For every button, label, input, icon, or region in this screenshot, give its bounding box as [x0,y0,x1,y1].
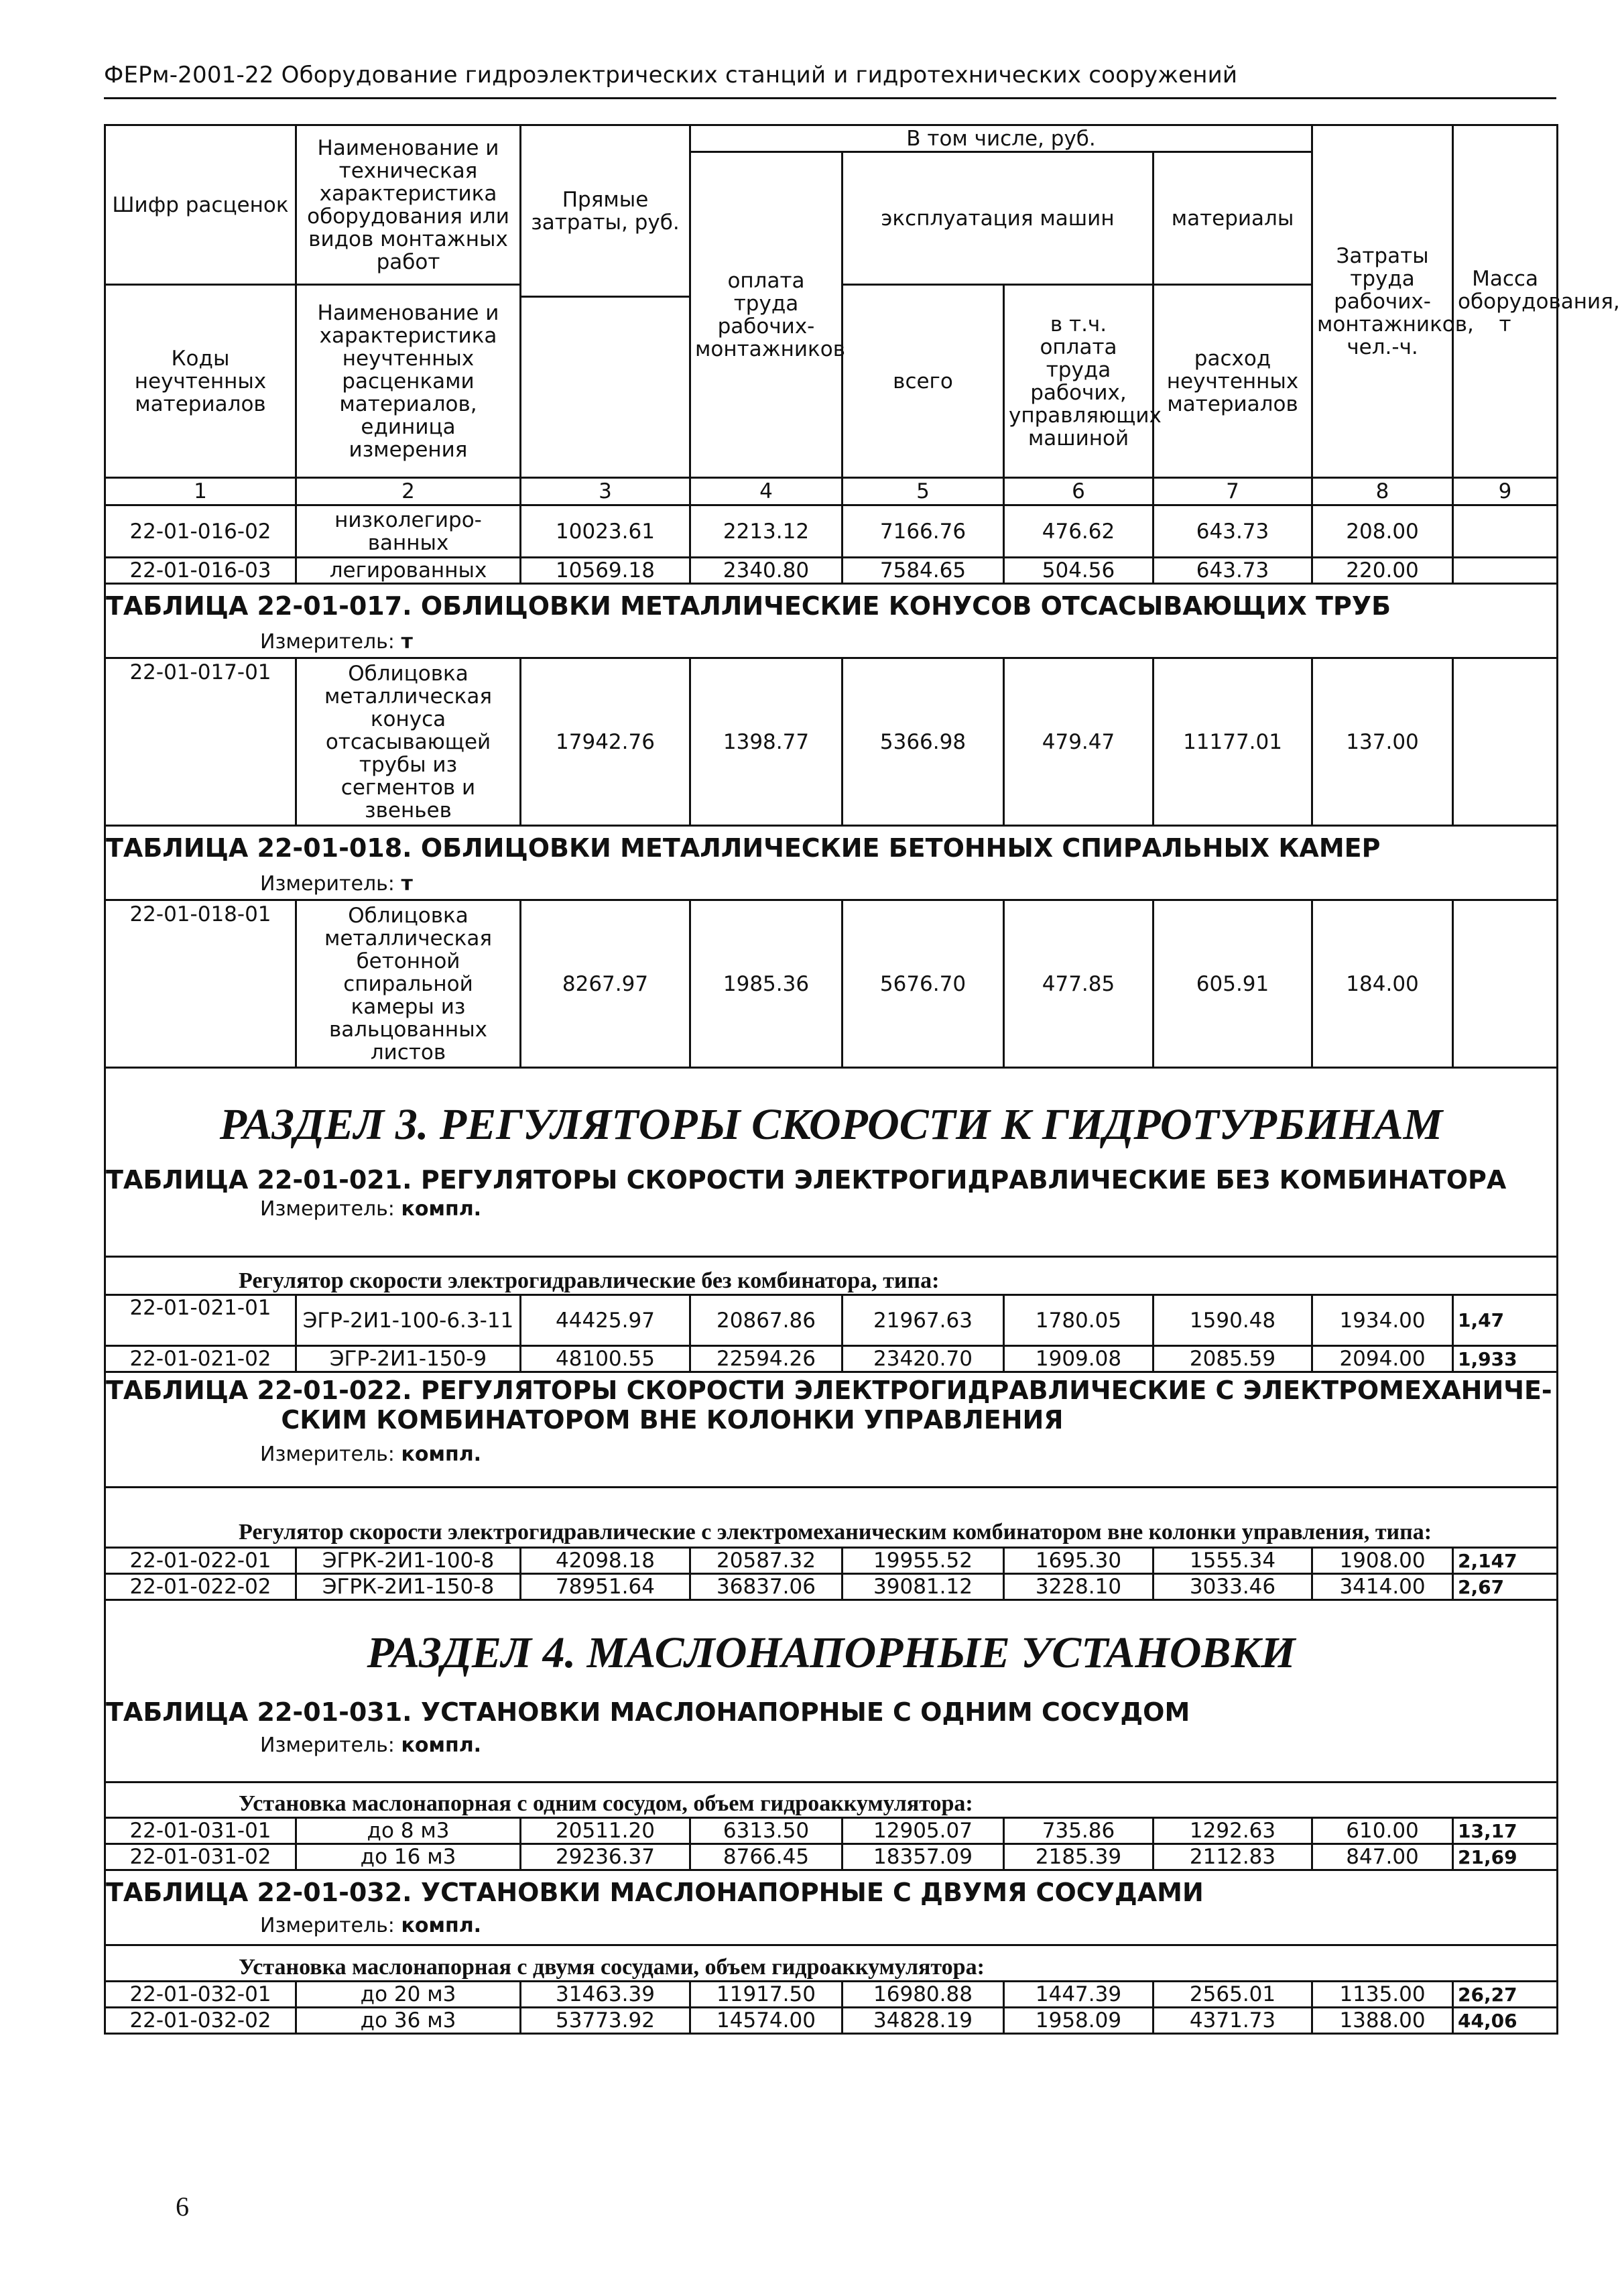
table-032-header [105,1870,1558,1945]
row-labor: 220.00 [1312,558,1453,584]
row-mass: 1,933 [1453,1346,1558,1372]
table-row [105,1295,1558,1346]
col-number: 3 [521,478,690,505]
row-code: 22-01-022-01 [105,1548,296,1574]
row-machines-wage: 504.56 [1004,558,1154,584]
row-machines: 12905.07 [843,1818,1004,1844]
row-mass [1453,900,1558,1068]
row-wage: 11917.50 [690,1982,843,2008]
table-021-title: ТАБЛИЦА 22-01-021. РЕГУЛЯТОРЫ СКОРОСТИ ЭЛЕКТРОГИДРАВЛИЧЕСКИЕ БЕЗ КОМБИНАТОРА [106,1165,1507,1195]
row-machines: 18357.09 [843,1844,1004,1870]
row-direct: 42098.18 [521,1548,690,1574]
row-direct: 29236.37 [521,1844,690,1870]
col-number: 9 [1453,478,1558,505]
row-machines: 21967.63 [843,1295,1004,1346]
row-machines-wage: 1447.39 [1004,1982,1154,2008]
col-materials-header: материалы [1154,152,1312,285]
col-machines-wage-header: в т.ч. оплата труда рабочих, управляющих машиной [1004,285,1154,478]
col-number: 2 [296,478,521,505]
table-row [105,1548,1558,1574]
row-code: 22-01-018-01 [105,900,296,1068]
table-022-title: ТАБЛИЦА 22-01-022. РЕГУЛЯТОРЫ СКОРОСТИ ЭЛЕКТРОГИДРАВЛИЧЕСКИЕ С ЭЛЕКТРОМЕХАНИЧЕ- [106,1376,1552,1405]
row-code: 22-01-022-02 [105,1574,296,1600]
row-name: ЭГРК-2И1-150-8 [296,1574,521,1600]
row-mass [1453,658,1558,826]
row-labor: 1908.00 [1312,1548,1453,1574]
row-code: 22-01-017-01 [105,658,296,826]
table-031-title: ТАБЛИЦА 22-01-031. УСТАНОВКИ МАСЛОНАПОРНЫЕ С ОДНИМ СОСУДОМ [106,1697,1190,1727]
row-name: ЭГРК-2И1-100-8 [296,1548,521,1574]
col-materials-sub-header: расход неучтенных материалов [1154,285,1312,478]
table-031-group [105,1783,1558,1818]
measure-unit: компл. [401,1197,482,1221]
row-name: Облицовка металлическая конуса отсасывающей трубы из сегментов и звеньев [296,658,521,826]
row-labor: 1388.00 [1312,2008,1453,2034]
row-labor: 137.00 [1312,658,1453,826]
row-code: 22-01-021-01 [105,1295,296,1346]
row-labor: 847.00 [1312,1844,1453,1870]
row-code: 22-01-016-02 [105,505,296,558]
col-machines-header: эксплуатация машин [843,152,1154,285]
col-code-header: Шифр расценок [105,125,296,285]
col-direct-header: Прямые затраты, руб. [521,125,690,297]
measure-unit: компл. [401,1914,482,1937]
row-mass: 44,06 [1453,2008,1558,2034]
row-materials: 11177.01 [1154,658,1312,826]
row-machines: 34828.19 [843,2008,1004,2034]
table-row [105,1982,1558,2008]
row-direct: 78951.64 [521,1574,690,1600]
table-018-measure [106,872,1556,896]
measure-label: Измеритель: [260,1197,395,1221]
row-direct: 10023.61 [521,505,690,558]
row-machines: 16980.88 [843,1982,1004,2008]
row-mass [1453,558,1558,584]
row-mass: 26,27 [1453,1982,1558,2008]
measure-unit: т [401,872,413,896]
measure-label: Измеритель: [260,1914,395,1937]
section-3-header [105,1068,1558,1257]
row-machines: 7584.65 [843,558,1004,584]
row-name: ЭГР-2И1-100-6.3-11 [296,1295,521,1346]
table-022-measure [106,1443,1556,1466]
table-row [105,1818,1558,1844]
row-mass: 1,47 [1453,1295,1558,1346]
row-mass: 13,17 [1453,1818,1558,1844]
row-name: ЭГР-2И1-150-9 [296,1346,521,1372]
row-machines: 39081.12 [843,1574,1004,1600]
measure-label: Измеритель: [260,630,395,654]
row-machines-wage: 479.47 [1004,658,1154,826]
row-name: до 16 м3 [296,1844,521,1870]
col-number-row [105,478,1558,505]
col-machines-total-header: всего [843,285,1004,478]
col-mass-header: Масса оборудования, т [1453,125,1558,478]
row-name: до 20 м3 [296,1982,521,2008]
row-labor: 610.00 [1312,1818,1453,1844]
row-wage: 6313.50 [690,1818,843,1844]
row-code: 22-01-031-01 [105,1818,296,1844]
row-wage: 2213.12 [690,505,843,558]
table-017-band [105,584,1558,658]
row-materials: 605.91 [1154,900,1312,1068]
table-022-band [105,1372,1558,1488]
row-name: до 36 м3 [296,2008,521,2034]
table-row [105,1574,1558,1600]
row-direct: 17942.76 [521,658,690,826]
section-4-header [105,1600,1558,1783]
group-band [105,1783,1558,1818]
row-direct: 10569.18 [521,558,690,584]
measure-unit: т [401,630,413,654]
section-3-title: РАЗДЕЛ 3. РЕГУЛЯТОРЫ СКОРОСТИ К ГИДРОТУРБИНАМ [219,1100,1443,1149]
row-wage: 1985.36 [690,900,843,1068]
table-row [105,1844,1558,1870]
row-labor: 3414.00 [1312,1574,1453,1600]
row-machines-wage: 1695.30 [1004,1548,1154,1574]
table-032-band [105,1870,1558,1945]
col-labor-header: Затраты труда рабочих-монтажников, чел.-ч. [1312,125,1453,478]
row-direct: 20511.20 [521,1818,690,1844]
row-mass [1453,505,1558,558]
row-labor: 1135.00 [1312,1982,1453,2008]
table-row [105,1346,1558,1372]
row-wage: 22594.26 [690,1346,843,1372]
section-3-band [105,1068,1558,1257]
page-header: ФЕРм-2001-22 Оборудование гидроэлектрических станций и гидротехнических сооружений [104,62,1238,88]
row-wage: 1398.77 [690,658,843,826]
row-wage: 36837.06 [690,1574,843,1600]
row-machines-wage: 1909.08 [1004,1346,1154,1372]
row-direct: 31463.39 [521,1982,690,2008]
col-matname-header: Наименование и характеристика неучтенных расценками материалов, единица измерения [296,285,521,478]
row-materials: 643.73 [1154,505,1312,558]
row-materials: 4371.73 [1154,2008,1312,2034]
row-direct: 48100.55 [521,1346,690,1372]
table-021-group [105,1257,1558,1295]
col-number: 8 [1312,478,1453,505]
row-code: 22-01-031-02 [105,1844,296,1870]
table-032-measure [106,1914,1556,1937]
row-machines-wage: 476.62 [1004,505,1154,558]
row-name: легированных [296,558,521,584]
row-machines-wage: 477.85 [1004,900,1154,1068]
row-labor: 1934.00 [1312,1295,1453,1346]
col-direct-blank [521,297,690,478]
table-017-measure [106,630,1556,654]
page-number: 6 [176,2191,189,2222]
row-machines: 7166.76 [843,505,1004,558]
table-022-header [105,1372,1558,1488]
row-materials: 2112.83 [1154,1844,1312,1870]
row-wage: 8766.45 [690,1844,843,1870]
table-032-group [105,1945,1558,1982]
row-wage: 20587.32 [690,1548,843,1574]
table-row [105,2008,1558,2034]
section-4-title: РАЗДЕЛ 4. МАСЛОНАПОРНЫЕ УСТАНОВКИ [367,1628,1296,1677]
row-materials: 1555.34 [1154,1548,1312,1574]
row-name: низколегиро-ванных [296,505,521,558]
table-018-band [105,826,1558,900]
col-number: 1 [105,478,296,505]
row-labor: 184.00 [1312,900,1453,1068]
row-materials: 3033.46 [1154,1574,1312,1600]
row-wage: 14574.00 [690,2008,843,2034]
table-031-measure [106,1734,1556,1757]
col-incl-header: В том числе, руб. [690,125,1312,152]
row-wage: 2340.80 [690,558,843,584]
table-row [105,505,1558,558]
col-number: 5 [843,478,1004,505]
table-022-group [105,1488,1558,1548]
row-labor: 2094.00 [1312,1346,1453,1372]
row-direct: 44425.97 [521,1295,690,1346]
row-materials: 2565.01 [1154,1982,1312,2008]
header-row-1 [105,125,1558,152]
row-name: Облицовка металлическая бетонной спиральной камеры из вальцованных листов [296,900,521,1068]
row-code: 22-01-016-03 [105,558,296,584]
table-row [105,658,1558,826]
table-row [105,558,1558,584]
row-name: до 8 м3 [296,1818,521,1844]
row-wage: 20867.86 [690,1295,843,1346]
row-materials: 643.73 [1154,558,1312,584]
table-032-title: ТАБЛИЦА 22-01-032. УСТАНОВКИ МАСЛОНАПОРНЫЕ С ДВУМЯ СОСУДАМИ [106,1878,1204,1907]
row-machines-wage: 735.86 [1004,1818,1154,1844]
row-machines: 23420.70 [843,1346,1004,1372]
row-code: 22-01-032-02 [105,2008,296,2034]
row-materials: 1292.63 [1154,1818,1312,1844]
row-labor: 208.00 [1312,505,1453,558]
price-table [104,124,1620,2035]
col-wage-header: оплата труда рабочих-монтажников [690,152,843,478]
row-materials: 1590.48 [1154,1295,1312,1346]
header-rule [104,97,1556,99]
measure-unit: компл. [401,1734,482,1757]
row-machines-wage: 1958.09 [1004,2008,1154,2034]
row-code: 22-01-032-01 [105,1982,296,2008]
table-017-title: ТАБЛИЦА 22-01-017. ОБЛИЦОВКИ МЕТАЛЛИЧЕСКИЕ КОНУСОВ ОТСАСЫВАЮЩИХ ТРУБ [106,591,1391,621]
group-title: Установка маслонапорная с одним сосудом, объем гидроаккумулятора: [239,1791,973,1816]
group-band [105,1945,1558,1982]
section-4-band [105,1600,1558,1783]
col-number: 7 [1154,478,1312,505]
row-machines-wage: 2185.39 [1004,1844,1154,1870]
row-direct: 53773.92 [521,2008,690,2034]
measure-label: Измеритель: [260,872,395,896]
row-machines: 19955.52 [843,1548,1004,1574]
table-017-header [105,584,1558,658]
col-matcodes-header: Коды неучтенных материалов [105,285,296,478]
table-022-title-cont: СКИМ КОМБИНАТОРОМ ВНЕ КОЛОНКИ УПРАВЛЕНИЯ [281,1405,1064,1435]
table-row [105,900,1558,1068]
col-number: 4 [690,478,843,505]
row-materials: 2085.59 [1154,1346,1312,1372]
table-021-measure [106,1197,1556,1221]
table-018-title: ТАБЛИЦА 22-01-018. ОБЛИЦОВКИ МЕТАЛЛИЧЕСКИЕ БЕТОННЫХ СПИРАЛЬНЫХ КАМЕР [106,833,1381,863]
measure-label: Измеритель: [260,1443,395,1466]
row-machines-wage: 1780.05 [1004,1295,1154,1346]
col-name-header: Наименование и техническая характеристика оборудования или видов монтажных работ [296,125,521,285]
group-title: Регулятор скорости электрогидравлические с электромеханическим комбинатором вне колонки управления, типа: [239,1520,1432,1545]
measure-label: Измеритель: [260,1734,395,1757]
row-machines: 5676.70 [843,900,1004,1068]
row-machines: 5366.98 [843,658,1004,826]
row-mass: 21,69 [1453,1844,1558,1870]
group-title: Регулятор скорости электрогидравлические без комбинатора, типа: [239,1268,940,1293]
row-machines-wage: 3228.10 [1004,1574,1154,1600]
row-code: 22-01-021-02 [105,1346,296,1372]
row-direct: 8267.97 [521,900,690,1068]
group-title: Установка маслонапорная с двумя сосудами, объем гидроаккумулятора: [239,1955,985,1980]
row-mass: 2,147 [1453,1548,1558,1574]
row-mass: 2,67 [1453,1574,1558,1600]
group-band [105,1488,1558,1548]
group-band [105,1257,1558,1295]
measure-unit: компл. [401,1443,482,1466]
table-018-header [105,826,1558,900]
col-number: 6 [1004,478,1154,505]
